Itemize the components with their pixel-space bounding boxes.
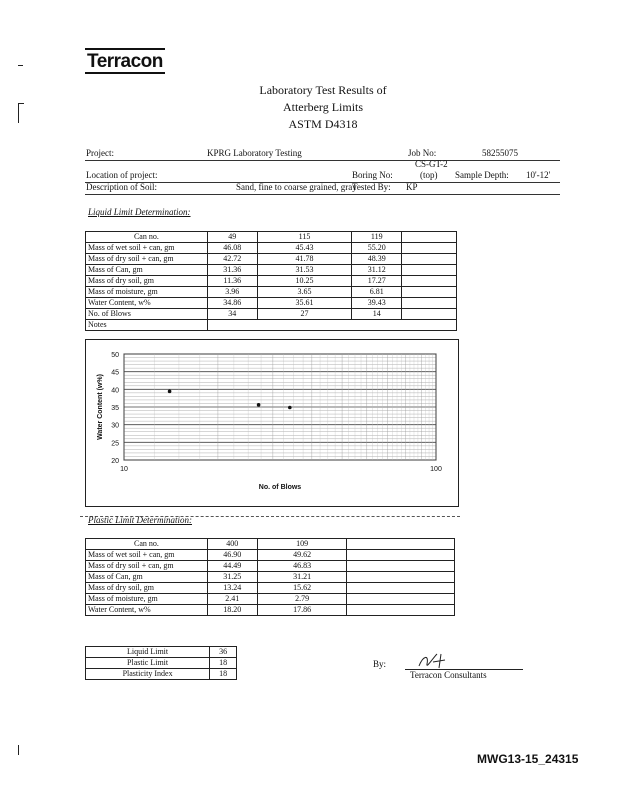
cell: [347, 605, 455, 616]
company-logo: [85, 52, 165, 72]
y-tick-label: 30: [111, 422, 119, 430]
plastic-limit-table: [85, 538, 455, 616]
location-label: Location of project:: [86, 170, 158, 180]
summary-value: 18: [210, 658, 237, 669]
cell: [347, 561, 455, 572]
summary-value: 36: [210, 647, 237, 658]
cell: 31.12: [352, 265, 402, 276]
table-row: [86, 572, 455, 583]
tested-label: Tested By:: [352, 182, 391, 192]
liquid-limit-table: [85, 231, 457, 331]
company-name: Terracon Consultants: [410, 670, 487, 680]
header-cell: 115: [257, 232, 352, 243]
cell: 46.90: [207, 550, 257, 561]
liquid-header-row: [86, 232, 457, 243]
header-cell: 49: [207, 232, 257, 243]
header-cell: 109: [257, 539, 347, 550]
y-tick-label: 20: [111, 458, 119, 465]
summary-value: 18: [210, 669, 237, 680]
cell: 14: [352, 309, 402, 320]
summary-label: Liquid Limit: [86, 647, 210, 658]
header-cell: 119: [352, 232, 402, 243]
cell: [402, 243, 457, 254]
row-label: Mass of Can, gm: [86, 572, 208, 583]
x-axis-label: No. of Blows: [258, 484, 302, 491]
cell: [402, 298, 457, 309]
row-label: Mass of dry soil, gm: [86, 276, 208, 287]
table-row: [86, 254, 457, 265]
row-label: Water Content, w%: [86, 298, 208, 309]
data-point: [288, 406, 292, 410]
cell: 46.08: [207, 243, 257, 254]
cell: [402, 276, 457, 287]
depth-value: 10'-12': [526, 170, 551, 180]
cell: 34.86: [207, 298, 257, 309]
cell: 35.61: [257, 298, 352, 309]
job-label: Job No:: [408, 148, 437, 158]
row-label: Mass of dry soil, gm: [86, 583, 208, 594]
project-value: KPRG Laboratory Testing: [207, 148, 302, 158]
row-label: Water Content, w%: [86, 605, 208, 616]
row-label: No. of Blows: [86, 309, 208, 320]
tested-value: KP: [406, 182, 418, 192]
y-axis-label: Water Content (w%): [97, 374, 104, 440]
page-title: [200, 82, 446, 133]
cell: 15.62: [257, 583, 347, 594]
cell: 42.72: [207, 254, 257, 265]
table-row: [86, 594, 455, 605]
cell: 39.43: [352, 298, 402, 309]
logo-text: Terracon: [85, 48, 165, 74]
cell: [402, 287, 457, 298]
scan-mark: [18, 745, 19, 755]
row-label: Mass of dry soil + can, gm: [86, 561, 208, 572]
summary-table: [85, 646, 237, 680]
description-label: Description of Soil:: [86, 182, 157, 192]
cell: 2.79: [257, 594, 347, 605]
cell: [347, 572, 455, 583]
table-row: [86, 669, 237, 680]
scan-mark: [18, 103, 24, 104]
boring-label: Boring No:: [352, 170, 393, 180]
header-cell: Can no.: [86, 232, 208, 243]
job-value: 58255075: [482, 148, 518, 158]
cell: 31.53: [257, 265, 352, 276]
summary-label: Plasticity Index: [86, 669, 210, 680]
x-tick-label: 10: [120, 466, 128, 473]
row-label: Mass of wet soil + can, gm: [86, 550, 208, 561]
table-row: [86, 561, 455, 572]
title-line-3: ASTM D4318: [288, 117, 358, 131]
cell: 17.27: [352, 276, 402, 287]
description-value: Sand, fine to coarse grained, gray: [236, 182, 357, 192]
table-row: [86, 309, 457, 320]
cell: 13.24: [207, 583, 257, 594]
table-row: [86, 276, 457, 287]
header-cell: 400: [207, 539, 257, 550]
row-label: Mass of wet soil + can, gm: [86, 243, 208, 254]
cell: 44.49: [207, 561, 257, 572]
boring-value: (top): [420, 170, 438, 180]
notes-label: Notes: [86, 320, 208, 331]
cell: [402, 309, 457, 320]
depth-label: Sample Depth:: [455, 170, 509, 180]
row-label: Mass of moisture, gm: [86, 287, 208, 298]
table-row: [86, 658, 237, 669]
table-row: [86, 265, 457, 276]
cell: 17.86: [257, 605, 347, 616]
data-point: [168, 390, 172, 394]
cell: 2.41: [207, 594, 257, 605]
boring-id: CS-GT-2: [415, 159, 448, 169]
cell: 3.65: [257, 287, 352, 298]
project-label: Project:: [86, 148, 114, 158]
cell: [402, 254, 457, 265]
table-row: [86, 550, 455, 561]
cell: 48.39: [352, 254, 402, 265]
document-id: MWG13-15_24315: [477, 752, 579, 766]
row-label: Mass of Can, gm: [86, 265, 208, 276]
scan-mark: [18, 103, 19, 123]
data-point: [257, 403, 261, 407]
header-cell: [347, 539, 455, 550]
cell: [347, 594, 455, 605]
y-tick-label: 45: [111, 369, 119, 377]
row-label: Mass of dry soil + can, gm: [86, 254, 208, 265]
flow-curve-chart: [86, 340, 456, 504]
cell: 27: [257, 309, 352, 320]
table-row: [86, 287, 457, 298]
cell: 31.21: [257, 572, 347, 583]
y-tick-label: 25: [111, 440, 119, 448]
cell: [347, 583, 455, 594]
y-tick-label: 50: [111, 352, 119, 359]
row-label: Mass of moisture, gm: [86, 594, 208, 605]
cell: 10.25: [257, 276, 352, 287]
x-tick-label: 100: [430, 466, 442, 473]
cell: 31.36: [207, 265, 257, 276]
cell: 46.83: [257, 561, 347, 572]
y-tick-label: 35: [111, 405, 119, 412]
scan-mark: [18, 65, 23, 66]
cell: 3.96: [207, 287, 257, 298]
plastic-header-row: [86, 539, 455, 550]
table-row: [86, 647, 237, 658]
cell: 18.20: [207, 605, 257, 616]
cell: 45.43: [257, 243, 352, 254]
header-cell: [402, 232, 457, 243]
cell: 41.78: [257, 254, 352, 265]
notes-cell: [207, 320, 456, 331]
table-row: [86, 605, 455, 616]
by-label: By:: [373, 659, 387, 669]
table-row: [86, 298, 457, 309]
cell: 6.81: [352, 287, 402, 298]
table-row: [86, 243, 457, 254]
title-line-2: Atterberg Limits: [282, 100, 364, 114]
liquid-limit-heading: Liquid Limit Determination:: [88, 207, 191, 217]
table-row: [86, 583, 455, 594]
cell: [347, 550, 455, 561]
cell: [402, 265, 457, 276]
cell: 55.20: [352, 243, 402, 254]
header-cell: Can no.: [86, 539, 208, 550]
signature-scribble: [415, 650, 455, 672]
cell: 34: [207, 309, 257, 320]
cell: 31.25: [207, 572, 257, 583]
title-line-1: Laboratory Test Results of: [259, 83, 387, 97]
y-tick-label: 40: [111, 387, 119, 395]
plastic-limit-heading: Plastic Limit Determination:: [88, 515, 192, 525]
summary-label: Plastic Limit: [86, 658, 210, 669]
cell: 11.36: [207, 276, 257, 287]
cell: 49.62: [257, 550, 347, 561]
notes-row: [86, 320, 457, 331]
